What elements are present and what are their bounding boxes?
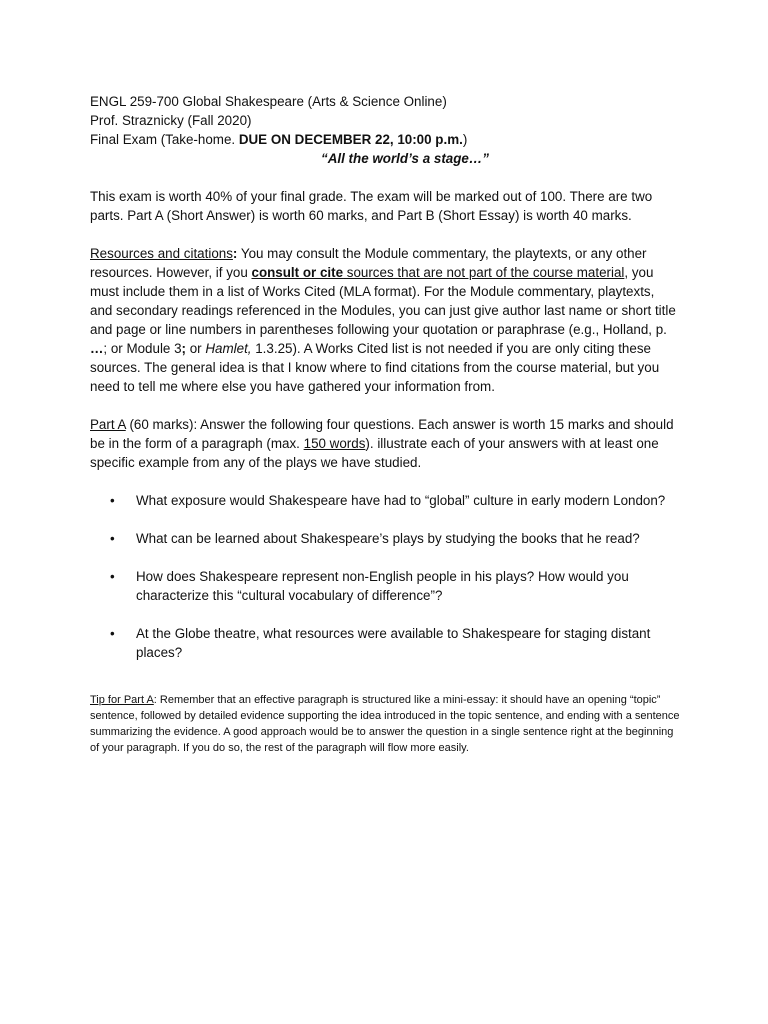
bullet-icon: • [110, 531, 115, 546]
bullet-icon: • [110, 626, 115, 641]
list-item: • What exposure would Shakespeare have had to “global” culture in early modern London? [110, 493, 666, 508]
part-a-heading: Part A [90, 417, 126, 432]
tip-paragraph: Tip for Part A: Remember that an effective paragraph is structured like a mini-essay: it should have an opening “topic” sentence, followed by detailed evidence supporting the idea introduced in the topic sentence, and ending with a sentence summarizing the evidence. A good approach would be to answer the question in a single sentence right at the beginning of your paragraph. If you do so, the rest of the paragraph will flow more easily. [90, 694, 680, 754]
course-header [90, 92, 680, 149]
list-item: • At the Globe theatre, what resources were available to Shakespeare for staging distant places? [110, 626, 651, 660]
course-title: ENGL 259-700 Global Shakespeare (Arts & Science Online) [90, 94, 447, 109]
list-item: • What can be learned about Shakespeare’s plays by studying the books that he read? [110, 531, 640, 546]
list-item: • How does Shakespeare represent non-English people in his plays? How would you characterize this “cultural vocabulary of difference”? [110, 569, 629, 603]
exam-document [90, 92, 680, 756]
tip-heading: Tip for Part A [90, 694, 154, 706]
resources-paragraph: Resources and citations: You may consult the Module commentary, the playtexts, or any other resources. However, if you consult or cite sources that are not part of the course material, you must include them in a list of Works Cited (MLA format). For the Module commentary, playtexts, and secondary readings referenced in the Modules, you can just give author last name or short title and page or line numbers in parentheses following your quotation or paraphrase (e.g., Holland, p. …; or Module 3; or Hamlet, 1.3.25). A Works Cited list is not needed if you are only citing these sources. The general idea is that I know where to find citations from the course material, but you need to tell me where else you have gathered your information from. [90, 246, 676, 394]
professor-line: Prof. Straznicky (Fall 2020) [90, 113, 252, 128]
resources-heading: Resources and citations [90, 246, 233, 261]
bullet-icon: • [110, 493, 115, 508]
question-list [90, 491, 680, 662]
exam-due-line: Final Exam (Take-home. DUE ON DECEMBER 22, 10:00 p.m.) [90, 132, 468, 147]
intro-paragraph: This exam is worth 40% of your final grade. The exam will be marked out of 100. There are two parts. Part A (Short Answer) is worth 60 marks, and Part B (Short Essay) is worth 40 marks. [90, 189, 653, 223]
word-limit: 150 words [303, 436, 366, 451]
part-a-paragraph: Part A (60 marks): Answer the following four questions. Each answer is worth 15 marks and should be in the form of a paragraph (max. 150 words). illustrate each of your answers with at least one specific example from any of the plays we have studied. [90, 417, 674, 470]
bullet-icon: • [110, 569, 115, 584]
due-date: DUE ON DECEMBER 22, 10:00 p.m. [238, 132, 463, 147]
consult-or-cite: consult or cite [251, 265, 344, 280]
epigraph-quote: “All the world’s a stage…” [321, 151, 489, 166]
